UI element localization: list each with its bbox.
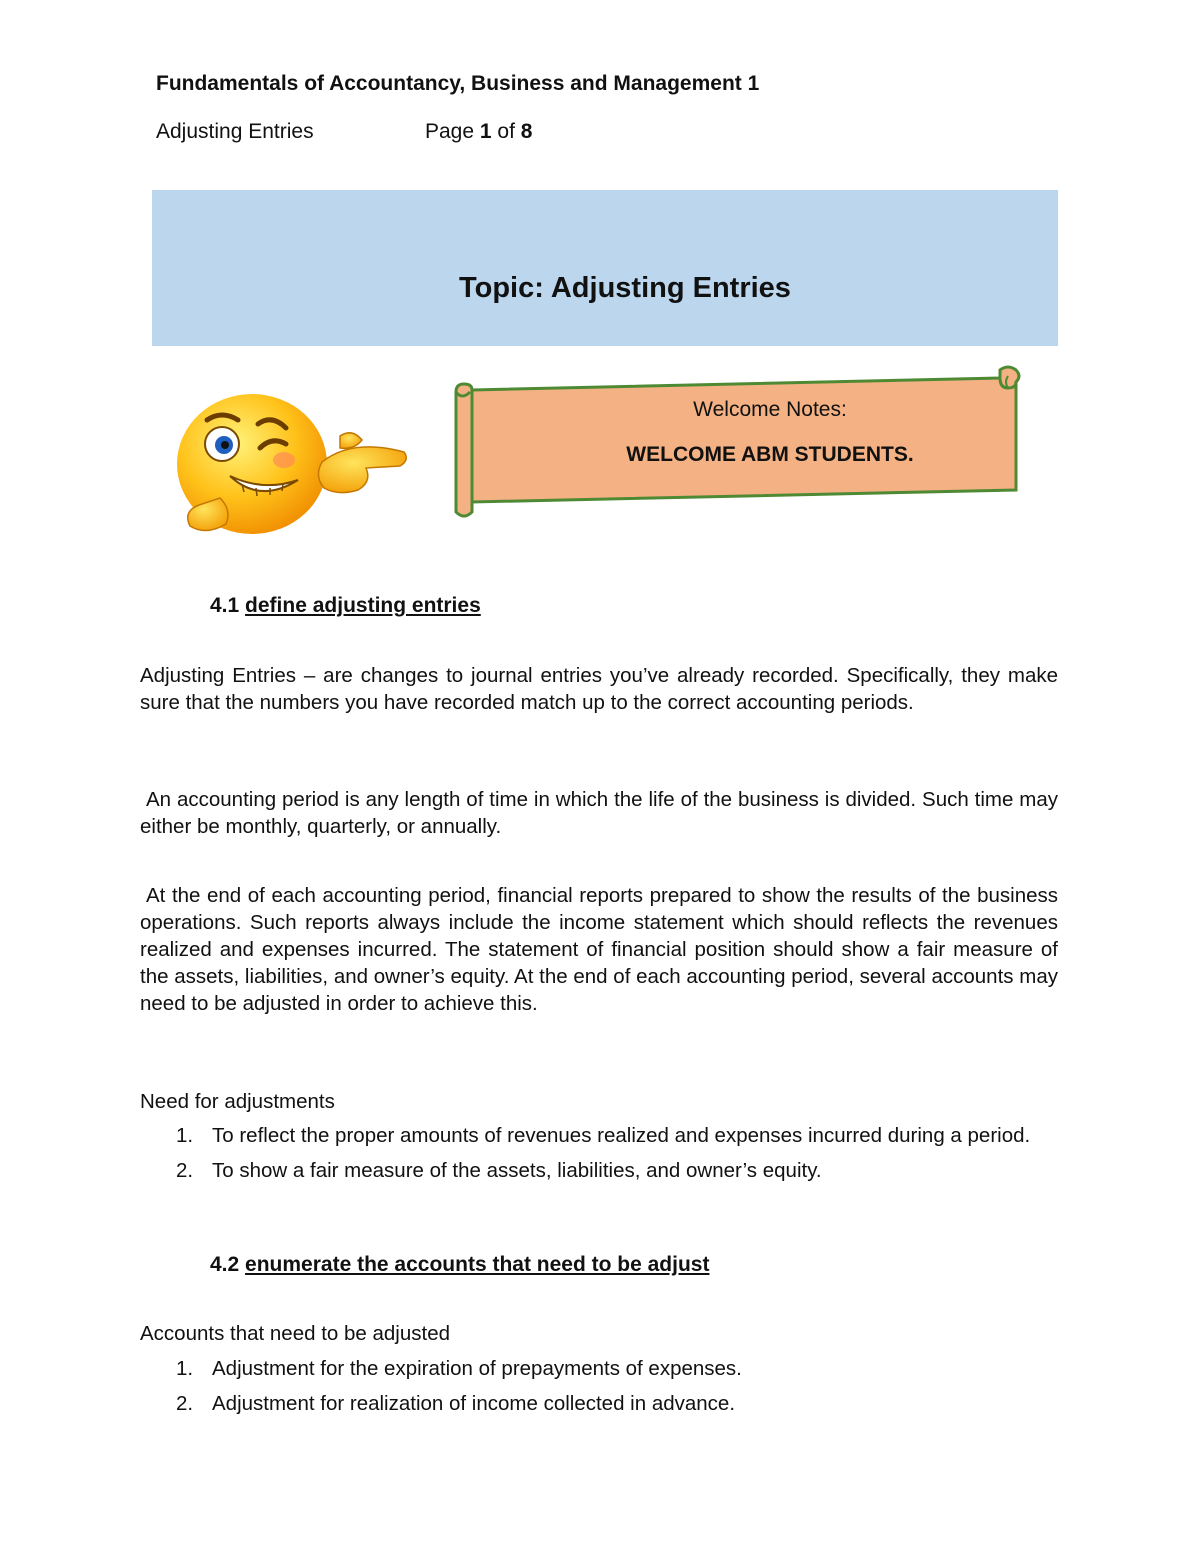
need-for-adjustments-list xyxy=(140,1122,1058,1192)
section-heading-4-1 xyxy=(210,594,481,618)
list-item-number: 1. xyxy=(176,1124,194,1147)
section-title: enumerate the accounts that need to be adjust xyxy=(245,1253,710,1276)
list-item-number: 2. xyxy=(176,1392,194,1415)
topic-banner xyxy=(152,190,1058,346)
list-item-text: To show a fair measure of the assets, liabilities, and owner’s equity. xyxy=(212,1159,822,1182)
course-title: Fundamentals of Accountancy, Business and Management 1 xyxy=(156,72,760,95)
section-number: 4.1 xyxy=(210,594,240,617)
list-item-text: Adjustment for the expiration of prepayments of expenses. xyxy=(212,1357,742,1380)
list-item-number: 1. xyxy=(176,1357,194,1380)
list-item xyxy=(140,1355,1058,1382)
list-item-text: Adjustment for realization of income collected in advance. xyxy=(212,1392,736,1415)
page-current: 1 xyxy=(479,120,492,143)
topic-title: Topic: Adjusting Entries xyxy=(459,272,791,304)
welcome-message: WELCOME ABM STUDENTS. xyxy=(626,443,914,466)
paragraph-end-of-period: At the end of each accounting period, financial reports prepared to show the results of the business operations. Such reports always include the income statement which should reflects the revenues realized and expenses incurred. The statement of financial position should show a fair measure of the assets, liabilities, and owner’s equity. At the end of each accounting period, several accounts may need to be adjusted in order to achieve this. xyxy=(140,884,1058,1015)
welcome-scroll-banner xyxy=(448,362,1024,520)
winking-emoji-icon xyxy=(172,392,412,537)
page-of: of xyxy=(497,120,515,143)
list-item xyxy=(140,1122,1058,1149)
section-number: 4.2 xyxy=(210,1253,240,1276)
list-item-number: 2. xyxy=(176,1159,194,1182)
lesson-subtitle xyxy=(156,120,533,144)
section-heading-4-2 xyxy=(210,1253,709,1277)
paragraph-accounting-period: An accounting period is any length of time in which the life of the business is divided. Such time may either be monthly, quarterly, or annually. xyxy=(140,788,1058,838)
section-title: define adjusting entries xyxy=(245,594,481,617)
welcome-heading: Welcome Notes: xyxy=(693,398,847,421)
list-item xyxy=(140,1157,1058,1184)
page-total: 8 xyxy=(520,120,533,143)
list-title-accounts-to-adjust: Accounts that need to be adjusted xyxy=(140,1322,451,1345)
page-indicator xyxy=(425,120,532,144)
page-word: Page xyxy=(425,120,475,143)
list-item xyxy=(140,1390,1058,1417)
list-title-need-for-adjustments: Need for adjustments xyxy=(140,1090,335,1113)
list-item-text: To reflect the proper amounts of revenues realized and expenses incurred during a period. xyxy=(212,1124,1031,1147)
lesson-label: Adjusting Entries xyxy=(156,120,314,143)
accounts-to-adjust-list xyxy=(140,1355,1058,1425)
paragraph-definition: Adjusting Entries – are changes to journal entries you’ve already recorded. Specifically, they make sure that the numbers you have recorded match up to the correct accounting periods. xyxy=(140,664,1058,714)
